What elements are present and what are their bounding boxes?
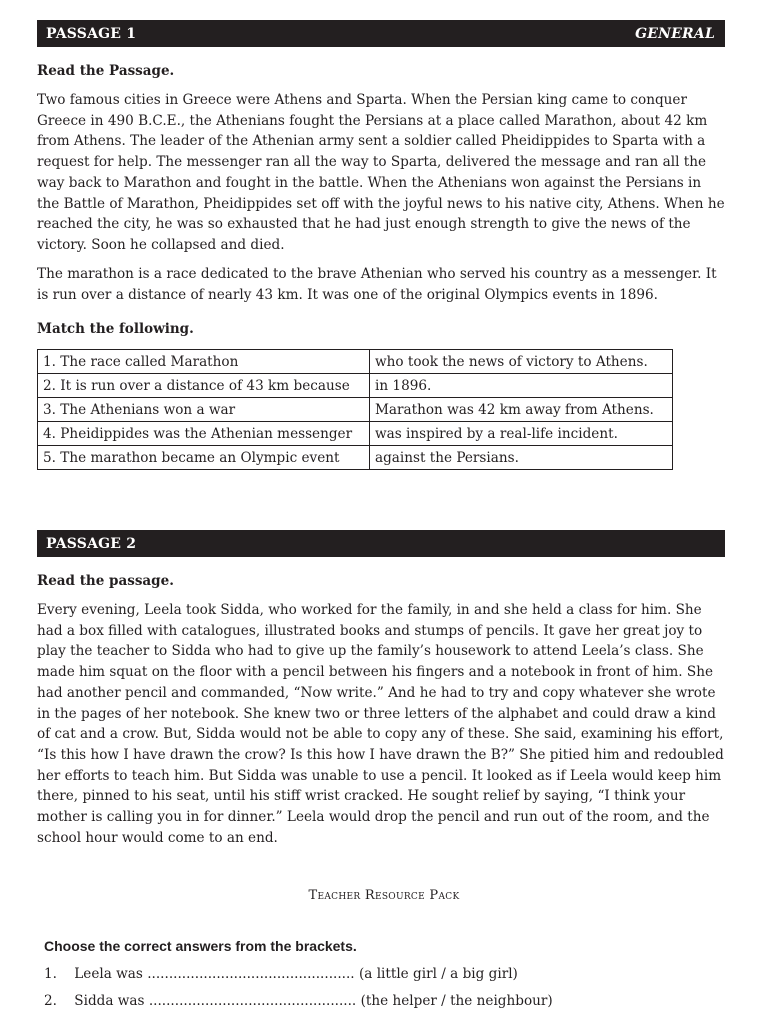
question-text: Sidda was [74,993,145,1009]
passage-2-text: Every evening, Leela took Sidda, who worked for the family, in and she held a class for him. She had a box filled with catalogues, illustrated books and stumps of pencils. It gave her great joy to play the teacher to Sidda who had to give up the family’s housework to attend Leela’s class. She made him squat on the floor with a pencil between his fingers and a notebook in front of him. She had another pencil and commanded, “Now write.” And he had to try and copy whatever she wrote in the pages of her notebook. She knew two or three letters of the alphabet and could draw a kind of cat and a crow. But, Sidda would not be able to copy any of these. She said, examining his effort, “Is this how I have drawn the crow? Is this how I have drawn the B?” She pitied him and redoubled her efforts to teach him. But Sidda was unable to use a pencil. It looked as if Leela would keep him there, pinned to his seat, until his stiff wrist cracked. He sought relief by saying, “I think your mother is calling you in for dinner.” Leela would drop the pencil and run out of the room, and the school hour would come to an end. [37,602,724,846]
question-number: 1. [44,966,57,982]
passage-2-header [37,530,725,557]
match-right-cell: who took the news of victory to Athens. [370,350,673,374]
match-left-cell: 4. Pheidippides was the Athenian messenger [38,422,370,446]
table-row [38,374,673,398]
passage-2-title: PASSAGE 2 [46,535,137,552]
answer-blank: ................................................ [148,993,357,1009]
table-row [38,350,673,374]
match-left-cell: 2. It is run over a distance of 43 km because [38,374,370,398]
match-table [37,349,673,470]
match-left-cell: 3. The Athenians won a war [38,398,370,422]
table-row [38,446,673,470]
passage-1-header [37,20,725,47]
passage-1-title: PASSAGE 1 [46,25,137,42]
table-row [38,398,673,422]
question-options: (a little girl / a big girl) [358,966,518,982]
table-row [38,422,673,446]
passage-1-instruction: Read the Passage. [37,63,175,79]
match-right-cell: against the Persians. [370,446,673,470]
match-heading: Match the following. [37,321,194,337]
questions-heading: Choose the correct answers from the brackets. [44,938,357,954]
match-right-cell: Marathon was 42 km away from Athens. [370,398,673,422]
question-text: Leela was [74,966,143,982]
match-left-cell: 1. The race called Marathon [38,350,370,374]
page-footer: Teacher Resource Pack [308,888,460,903]
match-right-cell: in 1896. [370,374,673,398]
question-item [44,966,518,982]
match-left-cell: 5. The marathon became an Olympic event [38,446,370,470]
passage-1-paragraph-1: Two famous cities in Greece were Athens and Sparta. When the Persian king came to conquer Greece in 490 B.C.E., the Athenians fought the Persians at a place called Marathon, about 42 km from Athens. The leader of the Athenian army sent a soldier called Pheidippides to Sparta with a request for help. The messenger ran all the way to Sparta, delivered the message and ran all the way back to Marathon and fought in the battle. When the Athenians won against the Persians in the Battle of Marathon, Pheidippides set off with the joyful news to his native city, Athens. When he reached the city, he was so exhausted that he had just enough strength to give the news of the victory. Soon he collapsed and died. [37,92,725,253]
question-number: 2. [44,993,57,1009]
question-item [44,993,553,1009]
match-right-cell: was inspired by a real-life incident. [370,422,673,446]
answer-blank: ................................................ [147,966,355,982]
passage-1-paragraph-2: The marathon is a race dedicated to the brave Athenian who served his country as a messenger. It is run over a distance of nearly 43 km. It was one of the original Olympics events in 1896. [37,266,717,303]
passage-2-instruction: Read the passage. [37,573,174,589]
question-options: (the helper / the neighbour) [360,993,553,1009]
passage-1-category: GENERAL [635,25,715,42]
